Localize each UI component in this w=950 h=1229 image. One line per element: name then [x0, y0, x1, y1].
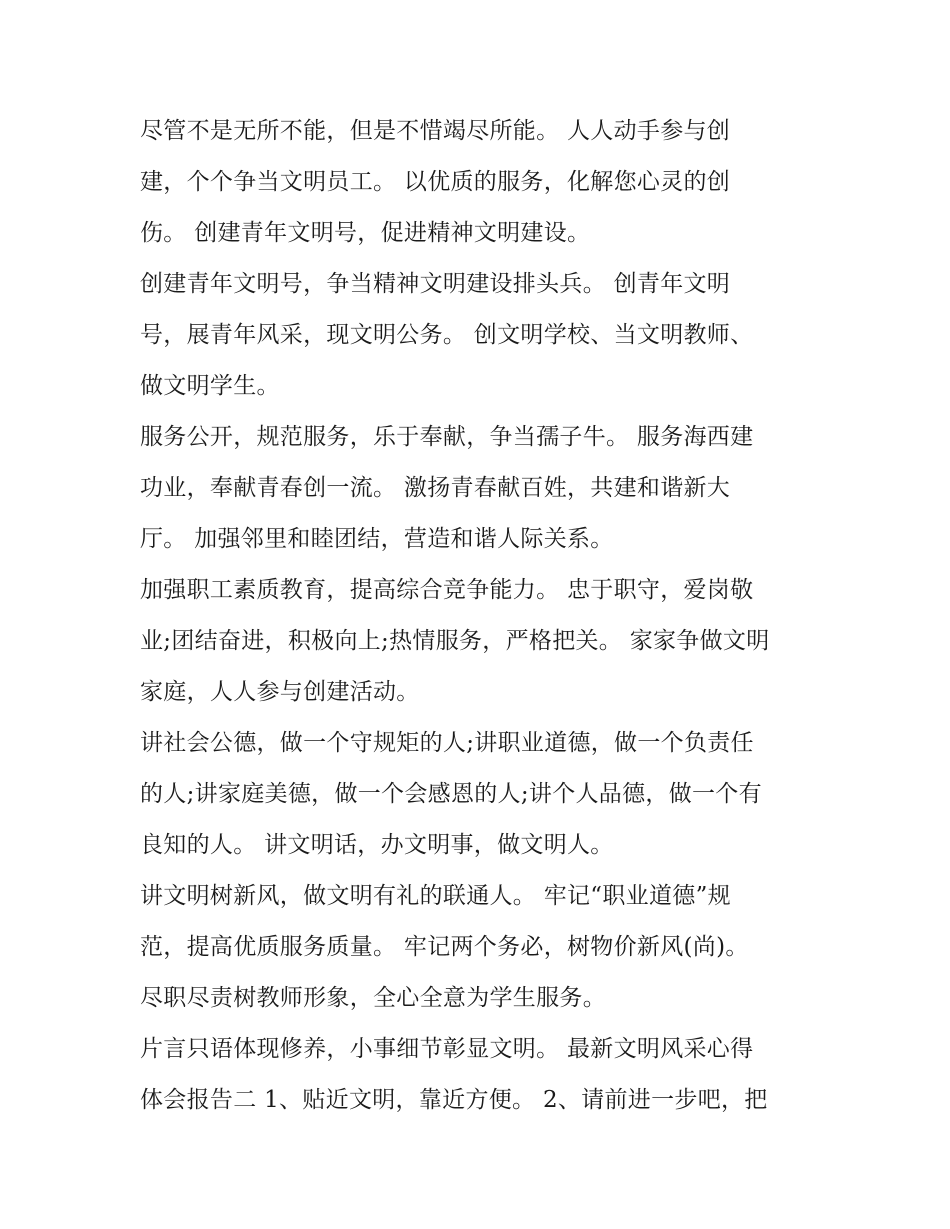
text-line: 体会报告二 1、贴近文明，靠近方便。 2、请前进一步吧，把: [140, 1087, 768, 1113]
text-line: 厅。 加强邻里和睦团结，营造和谐人际关系。: [140, 526, 614, 552]
text-line: 片言只语体现修养，小事细节彰显文明。 最新文明风采心得: [140, 1036, 754, 1062]
text-line: 创建青年文明号，争当精神文明建设排头兵。 创青年文明: [140, 271, 731, 297]
text-line: 良知的人。 讲文明话，办文明事，做文明人。: [140, 832, 614, 858]
text-line: 家庭，人人参与创建活动。: [140, 679, 420, 705]
text-line: 建，个个争当文明员工。 以优质的服务，化解您心灵的创: [140, 169, 731, 195]
text-line: 功业，奉献青春创一流。 激扬青春献百姓，共建和谐新大: [140, 475, 731, 501]
text-line: 加强职工素质教育，提高综合竞争能力。 忠于职守，爱岗敬: [140, 577, 754, 603]
text-line: 业;团结奋进，积极向上;热情服务，严格把关。 家家争做文明: [140, 628, 770, 654]
text-line: 尽管不是无所不能，但是不惜竭尽所能。 人人动手参与创: [140, 118, 731, 144]
text-line: 做文明学生。: [140, 373, 280, 399]
body-text: [140, 106, 820, 1126]
text-line: 范，提高优质服务质量。 牢记两个务必，树物价新风(尚)。: [140, 934, 749, 960]
text-line: 服务公开，规范服务，乐于奉献，争当孺子牛。 服务海西建: [140, 424, 754, 450]
text-line: 的人;讲家庭美德，做一个会感恩的人;讲个人品德，做一个有: [140, 781, 762, 807]
text-line: 讲文明树新风，做文明有礼的联通人。 牢记“职业道德”规: [140, 883, 731, 909]
text-line: 讲社会公德，做一个守规矩的人;讲职业道德，做一个负责任: [140, 730, 754, 756]
text-line: 伤。 创建青年文明号，促进精神文明建设。: [140, 220, 591, 246]
text-line: 号，展青年风采，现文明公务。 创文明学校、当文明教师、: [140, 322, 754, 348]
text-line: 尽职尽责树教师形象，全心全意为学生服务。: [140, 985, 606, 1011]
